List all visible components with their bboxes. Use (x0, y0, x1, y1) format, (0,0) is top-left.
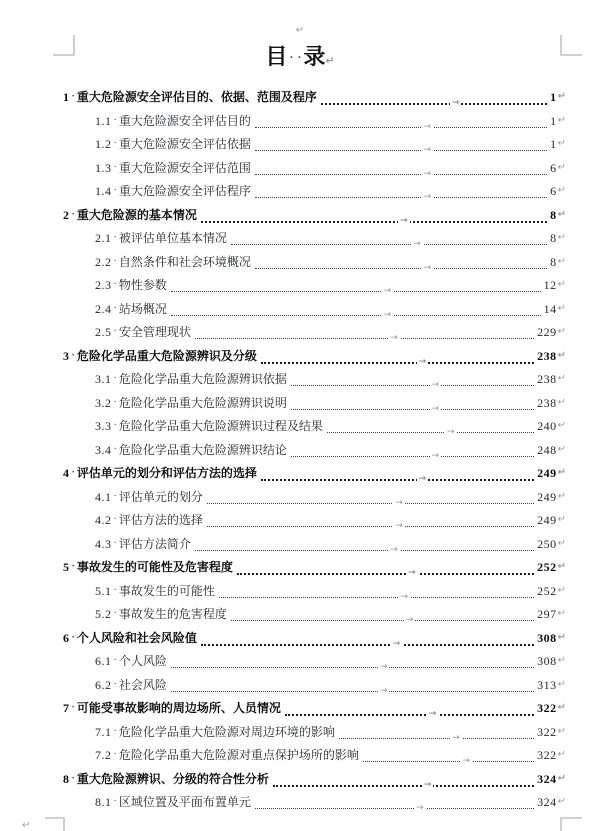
toc-page-number: 249 (537, 489, 557, 504)
space-formatting-mark: · (113, 396, 117, 408)
paragraph-mark-icon: ↵ (325, 54, 335, 67)
crop-mark-top-right (560, 35, 582, 56)
toc-entry[interactable] (63, 298, 566, 322)
space-formatting-mark: · (113, 678, 117, 690)
dot-leader (255, 157, 547, 179)
toc-entry-number: 6.2 (95, 677, 112, 692)
space-formatting-mark: · (71, 631, 75, 643)
tab-formatting-mark-icon: → (390, 333, 398, 343)
toc-entry-title: 重大危险源的基本情况 (76, 207, 197, 222)
toc-entry-title: 事故发生的可能性 (118, 583, 215, 598)
toc-entry-number: 4.2 (95, 513, 112, 527)
space-formatting-mark: · (71, 772, 75, 784)
paragraph-mark-icon: ↵ (557, 302, 566, 314)
space-formatting-mark: · (113, 161, 117, 173)
paragraph-mark-icon: ↵ (295, 25, 305, 36)
space-formatting-mark: · (113, 185, 117, 196)
paragraph-mark-icon: ↵ (557, 796, 566, 807)
space-formatting-mark: · (113, 514, 117, 525)
toc-entry-title: 重大危险源安全评估依据 (118, 137, 251, 151)
paragraph-mark-icon: ↵ (557, 655, 566, 666)
paragraph-mark-icon: ↵ (557, 279, 566, 290)
toc-entry-number: 3.3 (95, 419, 112, 433)
space-formatting-mark: · (113, 373, 117, 384)
tab-formatting-mark-icon: → (431, 403, 440, 414)
toc-entry-number: 2.1 (95, 231, 112, 245)
toc-page-number: 249 (537, 513, 557, 527)
toc-entry-text (63, 274, 167, 296)
toc-entry-title: 危险化学品重大危险源对周边环境的影响 (118, 724, 335, 739)
toc-page-number: 1 (550, 113, 557, 128)
paragraph-mark-icon: ↵ (557, 161, 566, 173)
dot-leader (207, 509, 534, 531)
paragraph-mark-icon: ↵ (557, 725, 566, 737)
toc-entry[interactable] (63, 227, 566, 251)
paragraph-mark-icon: ↵ (557, 232, 566, 243)
toc-page-number: 8 (550, 231, 557, 245)
dot-leader (363, 744, 534, 766)
toc-entry[interactable] (63, 509, 566, 533)
tab-formatting-mark-icon: → (400, 215, 408, 226)
title-char-left: 目 (265, 44, 288, 69)
toc-page-number: 6 (550, 160, 557, 175)
toc-page-number: 308 (537, 630, 557, 645)
toc-list (0, 86, 600, 815)
toc-entry-title: 评估方法的选择 (118, 513, 203, 527)
tab-formatting-mark-icon: → (395, 521, 403, 531)
toc-page-number: 8 (550, 207, 557, 222)
toc-entry-number: 5.1 (95, 583, 112, 598)
tab-formatting-mark-icon: → (400, 591, 409, 602)
toc-entry-text (63, 110, 251, 132)
tab-formatting-mark-icon: → (423, 192, 431, 202)
toc-entry-text (63, 791, 251, 813)
toc-entry-title: 危险化学品重大危险源辨识及分级 (76, 348, 257, 363)
toc-entry-number: 8.1 (95, 795, 112, 809)
toc-entry-number: 7.1 (95, 724, 112, 739)
toc-entry-text (63, 204, 197, 226)
paragraph-mark-icon: ↵ (557, 631, 566, 643)
space-formatting-mark: · (113, 584, 117, 596)
dot-leader (195, 533, 534, 555)
toc-entry-title: 站场概况 (118, 301, 167, 316)
toc-entry-title: 被评估单位基本情况 (118, 231, 227, 245)
toc-entry-text (63, 462, 257, 484)
paragraph-mark-icon: ↵ (557, 208, 566, 220)
paragraph-mark-icon: ↵ (557, 420, 566, 431)
page-title (0, 40, 600, 74)
space-formatting-mark: · (113, 302, 117, 314)
space-formatting-mark: · (113, 725, 117, 737)
toc-entry-number: 2.3 (95, 278, 112, 292)
toc-entry-number: 1 (63, 90, 70, 104)
toc-entry-title: 重大危险源安全评估程序 (118, 184, 251, 198)
tab-formatting-mark-icon: → (383, 286, 392, 296)
toc-entry[interactable] (63, 439, 566, 463)
toc-entry-number: 1.3 (95, 160, 112, 175)
paragraph-mark-icon: ↵ (22, 819, 31, 831)
toc-entry-number: 4.1 (95, 489, 112, 504)
paragraph-mark-icon: ↵ (557, 537, 566, 549)
toc-entry-text (63, 157, 251, 179)
toc-entry[interactable] (63, 533, 566, 557)
toc-page-number: 322 (537, 724, 557, 739)
toc-entry-text (63, 345, 257, 367)
toc-entry-number: 6.1 (95, 654, 112, 668)
toc-page-number: 1 (550, 137, 557, 151)
toc-entry-title: 事故发生的危害程度 (118, 607, 227, 621)
toc-entry-number: 3.2 (95, 395, 112, 410)
toc-entry-text (63, 368, 287, 390)
toc-entry-number: 4 (63, 466, 70, 480)
toc-page-number: 229 (537, 325, 557, 339)
dot-leader (219, 580, 534, 602)
tab-formatting-mark-icon: → (452, 732, 460, 743)
dot-leader (261, 345, 534, 367)
crop-mark-bottom-right (560, 817, 582, 831)
title-char-right: 录 (303, 44, 326, 69)
tab-formatting-mark-icon: → (446, 427, 455, 437)
space-formatting-mark: · (289, 50, 294, 64)
toc-entry[interactable] (63, 180, 566, 204)
dot-leader (171, 650, 534, 672)
toc-entry-text (63, 439, 287, 461)
toc-entry-text (63, 721, 335, 743)
toc-entry[interactable] (63, 462, 566, 486)
paragraph-mark-icon: ↵ (557, 749, 566, 760)
toc-entry-number: 2 (63, 207, 70, 222)
space-formatting-mark: · (71, 702, 75, 713)
toc-entry-number: 7.2 (95, 748, 112, 762)
tab-formatting-mark-icon: → (405, 615, 414, 625)
tab-formatting-mark-icon: → (416, 803, 424, 813)
toc-page-number: 308 (537, 654, 557, 668)
toc-entry-title: 重大危险源安全评估目的 (118, 113, 251, 128)
dot-leader (171, 674, 534, 696)
toc-entry[interactable] (63, 486, 566, 510)
tab-formatting-mark-icon: → (408, 568, 416, 578)
toc-page-number: 249 (537, 466, 557, 480)
toc-entry-text (63, 603, 227, 625)
space-formatting-mark: · (113, 537, 117, 549)
crop-mark-top-left (53, 35, 75, 56)
toc-entry[interactable] (63, 274, 566, 298)
space-formatting-mark: · (113, 420, 117, 431)
toc-entry-number: 2.2 (95, 254, 112, 269)
toc-entry[interactable] (63, 251, 566, 275)
tab-formatting-mark-icon: → (462, 756, 471, 766)
toc-entry-title: 区域位置及平面布置单元 (118, 795, 251, 809)
space-formatting-mark: · (71, 561, 75, 572)
toc-page-number: 238 (537, 372, 557, 386)
toc-entry-number: 2.4 (95, 301, 112, 316)
space-formatting-mark: · (113, 255, 117, 267)
toc-entry-title: 危险化学品重大危险源辨识过程及结果 (118, 419, 323, 433)
space-formatting-mark: · (113, 279, 117, 290)
space-formatting-mark: · (71, 208, 75, 220)
toc-entry-text (63, 180, 251, 202)
tab-formatting-mark-icon: → (413, 239, 421, 249)
dot-leader (291, 392, 534, 414)
toc-page-number: 248 (537, 442, 557, 457)
toc-entry[interactable] (63, 674, 566, 698)
paragraph-mark-icon: ↵ (557, 91, 566, 102)
dot-leader (171, 298, 541, 320)
paragraph-mark-icon: ↵ (557, 772, 566, 784)
space-formatting-mark: · (113, 138, 117, 149)
dot-leader (291, 439, 534, 461)
tab-formatting-mark-icon: → (423, 262, 431, 273)
toc-entry[interactable] (63, 204, 566, 228)
dot-leader (255, 133, 547, 155)
tab-formatting-mark-icon: → (423, 168, 431, 179)
toc-entry[interactable] (63, 580, 566, 604)
tab-formatting-mark-icon: → (423, 779, 432, 790)
paragraph-mark-icon: ↵ (557, 678, 566, 690)
toc-entry[interactable] (63, 744, 566, 768)
space-formatting-mark: · (113, 608, 117, 619)
dot-leader (201, 627, 534, 649)
toc-entry-text (63, 650, 167, 672)
toc-entry-text (63, 298, 167, 320)
space-formatting-mark: · (71, 91, 75, 102)
toc-entry[interactable] (63, 86, 566, 110)
toc-page-number: 322 (537, 748, 557, 762)
space-formatting-mark: · (71, 349, 75, 361)
crop-mark-bottom-left (45, 817, 65, 831)
toc-entry-text (63, 251, 251, 273)
toc-page-number: 8 (550, 254, 557, 269)
toc-entry-title: 个人风险和社会风险值 (76, 630, 197, 645)
toc-entry-number: 1.1 (95, 113, 112, 128)
toc-entry[interactable] (63, 368, 566, 392)
toc-entry-title: 重大危险源辨识、分级的符合性分析 (76, 771, 269, 786)
toc-page-number: 238 (537, 395, 557, 410)
dot-leader (285, 697, 534, 719)
toc-entry-text (63, 533, 191, 555)
space-formatting-mark: · (113, 490, 117, 502)
toc-entry[interactable] (63, 697, 566, 721)
toc-entry-title: 自然条件和社会环境概况 (118, 254, 251, 269)
toc-entry-title: 评估单元的划分和评估方法的选择 (76, 466, 257, 480)
toc-page-number: 324 (537, 771, 557, 786)
toc-entry-number: 1.4 (95, 184, 112, 198)
toc-entry-number: 5 (63, 560, 70, 574)
toc-entry-text (63, 627, 197, 649)
toc-entry[interactable] (63, 110, 566, 134)
dot-leader (207, 486, 534, 508)
toc-entry-text (63, 509, 203, 531)
tab-formatting-mark-icon: → (379, 662, 388, 672)
dot-leader (327, 415, 534, 437)
dot-leader (201, 204, 547, 226)
tab-formatting-mark-icon: → (379, 685, 388, 696)
dot-leader (321, 86, 547, 108)
dot-leader (255, 110, 547, 132)
dot-leader (195, 321, 534, 343)
toc-entry-title: 危险化学品重大危险源对重点保护场所的影响 (118, 748, 359, 762)
toc-entry-number: 3.4 (95, 442, 112, 457)
paragraph-mark-icon: ↵ (557, 396, 566, 408)
space-formatting-mark: · (297, 50, 302, 64)
toc-entry-title: 危险化学品重大危险源辨识结论 (118, 442, 287, 457)
toc-entry-title: 个人风险 (118, 654, 167, 668)
space-formatting-mark: · (113, 232, 117, 243)
toc-entry-text (63, 768, 269, 790)
paragraph-mark-icon: ↵ (557, 326, 566, 337)
toc-entry-title: 事故发生的可能性及危害程度 (76, 560, 233, 574)
toc-page-number: 252 (537, 583, 557, 598)
paragraph-mark-icon: ↵ (557, 114, 566, 126)
paragraph-mark-icon: ↵ (557, 185, 566, 196)
toc-entry-title: 重大危险源安全评估范围 (118, 160, 251, 175)
space-formatting-mark: · (113, 655, 117, 666)
toc-page-number: 12 (543, 278, 557, 292)
dot-leader (255, 180, 547, 202)
toc-entry[interactable] (63, 321, 566, 345)
dot-leader (273, 768, 534, 790)
toc-entry-number: 5.2 (95, 607, 112, 621)
paragraph-mark-icon: ↵ (557, 584, 566, 596)
dot-leader (291, 368, 534, 390)
dot-leader (171, 274, 541, 296)
toc-entry-number: 6 (63, 630, 70, 645)
toc-entry-title: 评估方法简介 (118, 536, 191, 551)
toc-entry-text (63, 133, 251, 155)
toc-page-number: 297 (537, 607, 557, 621)
tab-formatting-mark-icon: → (451, 98, 460, 108)
toc-entry-number: 7 (63, 701, 70, 715)
paragraph-mark-icon: ↵ (557, 490, 566, 502)
empty-paragraph (0, 0, 600, 36)
toc-entry-title: 评估单元的划分 (118, 489, 203, 504)
toc-page-number: 250 (537, 536, 557, 551)
toc-entry[interactable] (63, 650, 566, 674)
toc-entry-text (63, 86, 317, 108)
paragraph-mark-icon: ↵ (557, 443, 566, 455)
toc-entry-number: 1.2 (95, 137, 112, 151)
toc-entry[interactable] (63, 415, 566, 439)
toc-entry-text (63, 744, 359, 766)
dot-leader (231, 603, 534, 625)
toc-entry-title: 社会风险 (118, 677, 167, 692)
paragraph-mark-icon: ↵ (557, 255, 566, 267)
paragraph-mark-icon: ↵ (557, 514, 566, 525)
toc-entry-number: 3 (63, 348, 70, 363)
paragraph-mark-icon: ↵ (557, 138, 566, 149)
toc-entry[interactable] (63, 603, 566, 627)
paragraph-mark-icon: ↵ (557, 561, 566, 572)
tab-formatting-mark-icon: → (428, 709, 437, 719)
dot-leader (261, 462, 534, 484)
toc-entry-text (63, 321, 191, 343)
toc-page-number: 238 (537, 348, 557, 363)
toc-entry-text (63, 697, 281, 719)
tab-formatting-mark-icon: → (395, 497, 403, 508)
toc-page-number: 322 (537, 701, 557, 715)
toc-page-number: 1 (550, 90, 557, 104)
dot-leader (255, 251, 547, 273)
tab-formatting-mark-icon: → (423, 145, 431, 155)
space-formatting-mark: · (113, 443, 117, 455)
toc-entry-text (63, 486, 203, 508)
toc-entry-title: 可能受事故影响的周边场所、人员情况 (76, 701, 281, 715)
toc-entry[interactable] (63, 791, 566, 815)
toc-entry-text (63, 392, 287, 414)
toc-page-number: 313 (537, 677, 557, 692)
paragraph-mark-icon: ↵ (557, 373, 566, 384)
dot-leader (237, 556, 534, 578)
space-formatting-mark: · (113, 326, 117, 337)
toc-entry-title: 危险化学品重大危险源辨识依据 (118, 372, 287, 386)
toc-entry-number: 3.1 (95, 372, 112, 386)
dot-leader (231, 227, 547, 249)
toc-entry[interactable] (63, 721, 566, 745)
paragraph-mark-icon: ↵ (557, 467, 566, 478)
dot-leader (255, 791, 534, 813)
tab-formatting-mark-icon: → (390, 544, 398, 555)
toc-page-number: 252 (537, 560, 557, 574)
toc-entry-title: 物性参数 (118, 278, 167, 292)
toc-entry[interactable] (63, 345, 566, 369)
toc-entry-title: 安全管理现状 (118, 325, 191, 339)
toc-page-number: 324 (537, 795, 557, 809)
tab-formatting-mark-icon: → (383, 309, 392, 320)
dot-leader (339, 721, 534, 743)
paragraph-mark-icon: ↵ (557, 349, 566, 361)
toc-entry-number: 2.5 (95, 325, 112, 339)
tab-formatting-mark-icon: → (431, 450, 440, 461)
tab-formatting-mark-icon: → (431, 380, 440, 390)
toc-entry-title: 危险化学品重大危险源辨识说明 (118, 395, 287, 410)
tab-formatting-mark-icon: → (423, 121, 431, 132)
toc-page-number: 6 (550, 184, 557, 198)
toc-page-number: 240 (537, 419, 557, 433)
toc-entry[interactable] (63, 556, 566, 580)
toc-entry-title: 重大危险源安全评估目的、依据、范围及程序 (76, 90, 317, 104)
paragraph-mark-icon: ↵ (557, 702, 566, 713)
toc-entry[interactable] (63, 133, 566, 157)
toc-entry-text (63, 580, 215, 602)
empty-paragraph (0, 817, 600, 831)
space-formatting-mark: · (113, 749, 117, 760)
paragraph-mark-icon: ↵ (557, 608, 566, 619)
tab-formatting-mark-icon: → (418, 474, 427, 484)
toc-page-number: 14 (543, 301, 557, 316)
tab-formatting-mark-icon: → (392, 638, 401, 649)
toc-entry[interactable] (63, 157, 566, 181)
toc-entry[interactable] (63, 627, 566, 651)
toc-entry-text (63, 556, 233, 578)
toc-entry-number: 8 (63, 771, 70, 786)
toc-entry-text (63, 227, 227, 249)
tab-formatting-mark-icon: → (418, 356, 427, 367)
space-formatting-mark: · (113, 114, 117, 126)
toc-entry[interactable] (63, 768, 566, 792)
toc-entry[interactable] (63, 392, 566, 416)
space-formatting-mark: · (71, 467, 75, 478)
toc-entry-text (63, 674, 167, 696)
toc-entry-number: 4.3 (95, 536, 112, 551)
space-formatting-mark: · (113, 796, 117, 807)
toc-entry-text (63, 415, 323, 437)
